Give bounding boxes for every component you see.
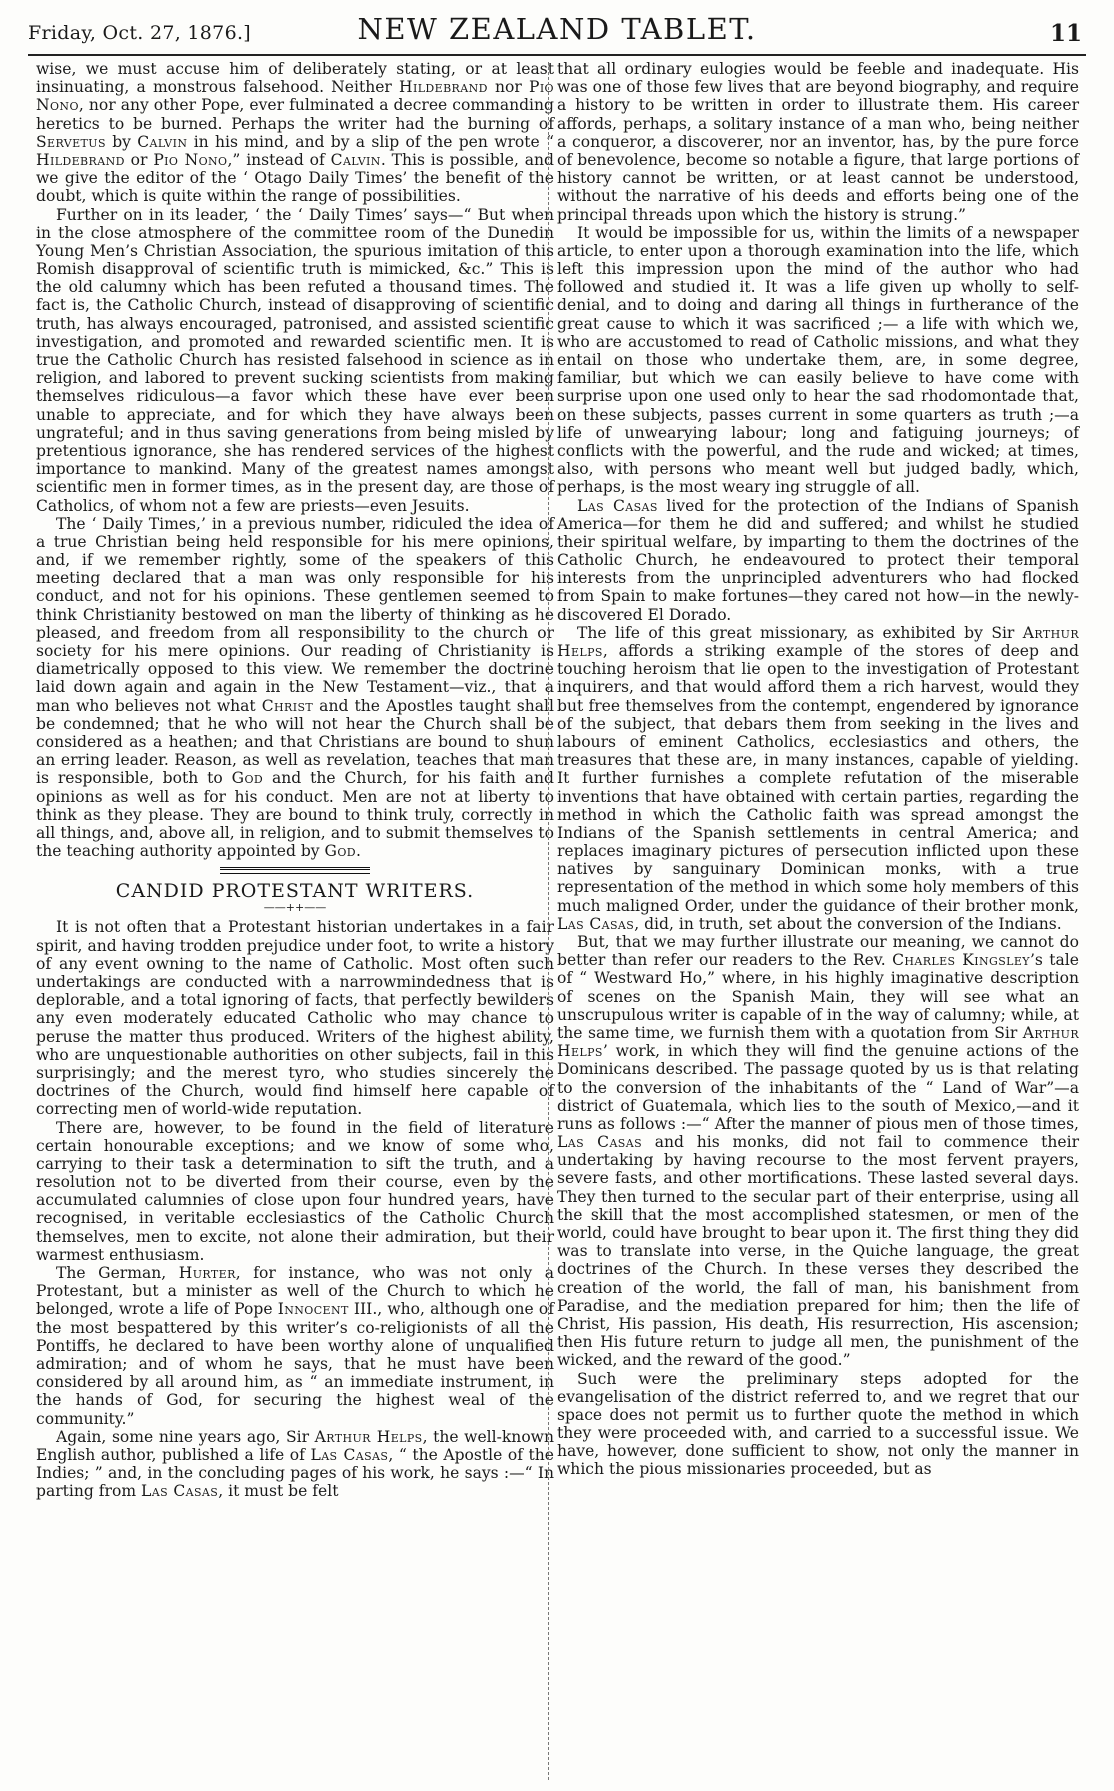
small-caps-name: Christ [261,696,314,715]
small-caps-name: Calvin [330,150,381,169]
issue-date: Friday, Oct. 27, 1876.] [28,22,252,44]
text-run: wise, we must accuse him of deliberately stating, or at least insinuating, a monstrous falsehood. Neither [36,60,554,97]
column-divider [548,62,549,1780]
small-caps-name: Arthur Helps [314,1427,423,1446]
paragraph [557,933,1079,1370]
text-run: and his monks, did not fail to commence their undertaking by having recourse to the most fervent prayers, severe fasts, and other mortifications. These lasted several days. They then turned to the secular part of their enterprise, using all the skill that the most accomplished statesmen, or men of the world, could have brought to bear upon it. The first thing they did was to translate into verse, in the Quiche language, the great doctrines of the Church. In these verses they described the creation of the world, the fall of man, his banishment from Paradise, and the mediation prepared for him; then the life of Christ, His passion, His death, His resurrection, His ascension; then His future return to judge all men, the punishment of the wicked, and the reward of the good.” [557,1133,1079,1370]
small-caps-name: Hildebrand [36,150,125,169]
small-caps-name: God [324,842,357,861]
section-divider-rule [220,867,370,874]
text-run: , the well-known English author, published a life of [36,1427,554,1464]
text-run: and the Apostles taught shall be condemned; that he who will not hear the Church shall be considered as a heathen; and that Christians are bound to shun an erring leader. Reason, as well as revelation, teaches that man is responsible, both to [36,696,554,788]
text-run: and the Church, for his faith and opinions as well as for his conduct. Men are not at liberty to think as they please. They are bound to think truly, correctly in all things, and, above all, in religion, and to submit themselves to the teaching authority appointed by [36,769,554,861]
small-caps-name: God [231,769,264,788]
text-run: But, that we may further illustrate our meaning, we cannot do better than refer our readers to the Rev. [557,933,1079,970]
text-run: , nor any other Pope, ever fulminated a decree commanding heretics to be burned. Perhaps the writer had the burning of [36,96,554,133]
small-caps-name: Calvin [137,132,188,151]
text-run: ,” instead of [227,150,331,169]
text-run: or [124,150,154,169]
masthead-title: NEW ZEALAND TABLET. [357,12,757,46]
paragraph [36,1264,554,1428]
paragraph [557,224,1079,497]
section-ornament: ——++—— [263,901,327,915]
text-run: nor [487,78,529,97]
text-run: . This is possible, and we give the editor of the ‘ Otago Daily Times’ the benefit of the doubt, which is quite within the range of possibilities. [36,150,554,206]
text-run: by [105,132,138,151]
section-body [36,918,554,1500]
paragraph [36,1119,554,1265]
small-caps-name: Las Casas [141,1482,219,1501]
right-column [557,60,1079,1479]
text-run: It would be impossible for us, within the limits of a newspaper article, to enter upon a thorough examination into the life, which left this impression upon the mind of the author who had followed and studied it. It was a life given up wholly to self-denial, and to doing and daring all things in furtherance of the great cause to which it was sacrificed ;— a life with which we, who are accustomed to read of Catholic missions, and what they entail on those who undertake them, are, in some degree, familiar, but which we can easily believe to have come with surprise upon one used only to hear the sad rhodomontade that, on these subjects, passes current in some quarters as truth ;—a life of unwearying labour; long and fatiguing journeys; of conflicts with the powerful, and the rude and wicked; at times, also, with persons who meant well but judged badly, which, perhaps, is the most weary ing struggle of all. [557,223,1079,497]
small-caps-name: Charles Kingsley [892,951,1030,970]
small-caps-name: Servetus [36,132,106,151]
header-rule [28,54,1086,56]
paragraph [557,497,1079,624]
text-run: ’s tale of “ Westward Ho,” where, in his highly imaginative description of scenes on the Spanish Main, they will see what an unscrupulous writer is capable of in the way of calumny; while, at the same time, we furnish them with a quotation from Sir [557,951,1079,1042]
paragraph [557,60,1079,224]
paragraph [36,515,554,861]
text-run: , for instance, who was not only a Protestant, but a minister as well of the Church to which he belonged, wrote a life of Pope [36,1264,554,1319]
right-column-body [557,60,1079,1479]
small-caps-name: Las Casas [577,496,658,515]
text-run: The life of this great missionary, as exhibited by Sir [577,623,1023,642]
text-run: that all ordinary eulogies would be feeble and inadequate. His was one of those few lives that are beyond biography, and require a history to be written in order to illustrate them. His career affords, perhaps, a solitary instance of a man who, being neither a conqueror, a discoverer, nor an inventor, has, by the pure force of benevolence, become so notable a figure, that large portions of history cannot be written, or at least cannot be understood, without the narrative of his deeds and efforts being one of the principal threads upon which the history is strung.” [557,60,1079,224]
text-run: , it must be felt [218,1482,339,1501]
text-run: Further on in its leader, ‘ the ‘ Daily Times’ says—“ But when in the close atmosphere of the committee room of the Dunedin Young Men’s Christian Association, the spurious imitation of this Romish disapproval of scientific truth is mimicked, &c.” This is the old calumny which has been refuted a thousand times. The fact is, the Catholic Church, instead of disapproving of scientific truth, has always encouraged, patronised, and assisted scientific investigation, and promoted and rewarded scientific men. It is true the Catholic Church has resisted falsehood in science as in religion, and labored to prevent sucking scientists from making themselves ridiculous—a favor which these have ever been unable to appreciate, and for which they have always been ungrateful; and in thus saving generations from being misled by pretentious ignorance, she has rendered services of the highest importance to mankind. Many of the greatest names amongst scientific men in former times, as in the present day, are those of Catholics, of whom not a few are priests—even Jesuits. [36,205,554,515]
text-run: ’ work, in which they will find the genuine actions of the Dominicans described. The passage quoted by us is that relating to the conversion of the inhabitants of the “ Land of War”—a district of Guatemala, which lies to the south of Mexico,—and it runs as follows :—“ After the manner of pious men of those times, [557,1042,1079,1133]
text-run: , did, in truth, set about the conversion of the Indians. [634,914,1062,933]
paragraph [36,1428,554,1501]
text-run: lived for the protection of the Indians of Spanish America—for them he did and suffered; and whilst he studied their spiritual welfare, by imparting to them the doctrines of the Catholic Church, he endeavoured to protect their temporal interests from the unprincipled adventurers who had flocked from Spain to make fortunes—they cared not how—in the newly-discovered El Dorado. [557,496,1080,624]
small-caps-name: Pio Nono [153,150,228,169]
text-run: There are, however, to be found in the field of literature certain honourable exceptions; and we know of some who, carrying to their task a determination to sift the truth, and a resolution not to be diverted from their course, even by the accumulated calumnies of close upon four hundred years, have recognised, in veritable ecclesiastics of the Catholic Church themselves, men to excite, not alone their admiration, but their warmest enthusiasm. [36,1118,554,1264]
paragraph [36,60,554,206]
small-caps-name: Innocent [277,1300,349,1319]
paragraph [36,918,554,1118]
left-column-body [36,60,554,860]
small-caps-name: Las Casas [310,1445,389,1464]
text-run: , “ the Apostle of the Indies; ” and, in the concluding pages of his work, he says :—“ In parting from [36,1445,554,1501]
text-run: The ‘ Daily Times,’ in a previous number, ridiculed the idea of a true Christian being held responsible for his mere opinions, and, if we remember rightly, some of the speakers of this meeting declared that a man was only responsible for his conduct, and not for his opinions. These gentlemen seemed to think Christianity bestowed on man the liberty of thinking as he pleased, and freedom from all responsibility to the church or society for his mere opinions. Our reading of Christianity is diametrically opposed to this view. We remember the doctrine laid down again and again in the New Testament—viz., that a man who believes not what [36,514,554,715]
text-run: . [356,842,361,861]
small-caps-name: Arthur Helps [557,623,1079,660]
text-run: in his mind, and by a slip of the pen wrote “ [187,132,554,151]
text-run: It is not often that a Protestant historian undertakes in a fair spirit, and having trodden prejudice under foot, to write a history of any event owning to the name of Catholic. Most often such undertakings are conducted with a narrowmindedness that is deplorable, and a total ignoring of facts, that perfectly bewilders any even moderately educated Catholic who may chance to peruse the matter thus produced. Writers of the highest ability, who are unquestionable authorities on other subjects, fail in this surprisingly; and the merest tyro, who studies sincerely the doctrines of the Church, would find himself here capable of correcting men of world-wide reputation. [36,918,554,1119]
small-caps-name: Las Casas [557,914,635,933]
text-run: , affords a striking example of the stores of deep and touching heroism that lie open to the investigation of Protestant inquirers, and that would afford them a rich harvest, would they but free themselves from the contempt, engendered by ignorance of the subject, that debars them from seeking in the lives and labours of eminent Catholics, ecclesiastics and others, the treasures that these are, in many instances, capable of yielding. It further furnishes a complete refutation of the miserable inventions that have obtained with certain parties, regarding the method in which the Catholic faith was spread amongst the Indians of the Spanish settlements in central America; and replaces imaginary pictures of persecution inflicted upon these natives by sanguinary Dominican monks, with a true representation of the method in which some holy members of this much maligned Order, under the guidance of their brother monk, [557,642,1079,915]
page-header [28,12,1086,52]
text-run: Again, some nine years ago, Sir [56,1427,315,1446]
paragraph [557,1370,1079,1479]
left-column [36,60,554,1500]
paragraph [557,624,1079,933]
small-caps-name: Las Casas [557,1133,643,1152]
small-caps-name: Hurter [178,1264,236,1282]
paragraph [36,206,554,515]
text-run: The German, [56,1264,179,1282]
small-caps-name: Arthur Helps [557,1023,1079,1061]
small-caps-name: Pio Nono [36,78,554,115]
text-run: III., who, although one of the most bespattered by this writer’s co-religionists of all the Pontiffs, he declared to have been worthy alone of unqualified admiration; and of whom he says, that he must have been considered by all around him, as “ an immediate instrument, in the hands of God, for securing the highest weal of the community.” [36,1300,555,1428]
text-run: Such were the preliminary steps adopted for the evangelisation of the district referred to, and we regret that our space does not permit us to further quote the method in which they were proceeded with, and carried to a successful issue. We have, however, done sufficient to show, not only the manner in which the pious missionaries proceeded, but as [557,1369,1079,1479]
page-number: 11 [1049,20,1082,47]
section-heading: CANDID PROTESTANT WRITERS. [115,880,475,903]
small-caps-name: Hildebrand [399,78,488,97]
